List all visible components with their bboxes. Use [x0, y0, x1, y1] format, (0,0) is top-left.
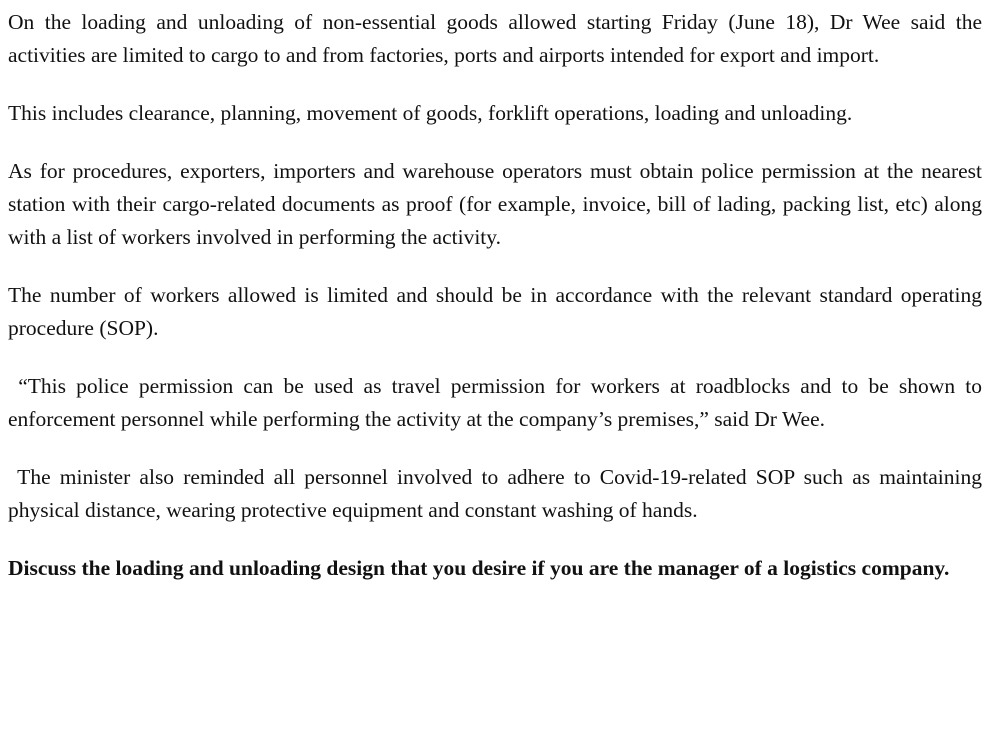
paragraph-included-activities: This includes clearance, planning, movement of goods, forklift operations, loading and unloading. — [8, 101, 853, 125]
paragraph-covid-sop-reminder: The minister also reminded all personnel involved to adhere to Covid-19-related SOP such as maintaining physical distance, wearing protective equipment and constant washing of hands. — [8, 465, 982, 522]
discussion-question: Discuss the loading and unloading design that you desire if you are the manager of a logistics company. — [8, 556, 950, 580]
paragraph-loading-unloading-intro: On the loading and unloading of non-essential goods allowed starting Friday (June 18), Dr Wee said the activities are limited to cargo to and from factories, ports and airports intended for export and import. — [8, 10, 982, 67]
paragraph-quote-dr-wee: “This police permission can be used as travel permission for workers at roadblocks and to be shown to enforcement personnel while performing the activity at the company’s premises,” said Dr Wee. — [8, 374, 982, 431]
paragraph-worker-limits: The number of workers allowed is limited and should be in accordance with the relevant standard operating procedure (SOP). — [8, 283, 982, 340]
paragraph-procedures: As for procedures, exporters, importers and warehouse operators must obtain police permission at the nearest station with their cargo-related documents as proof (for example, invoice, bill of lading, packing list, etc) along with a list of workers involved in performing the activity. — [8, 159, 982, 249]
document-body — [8, 6, 982, 585]
